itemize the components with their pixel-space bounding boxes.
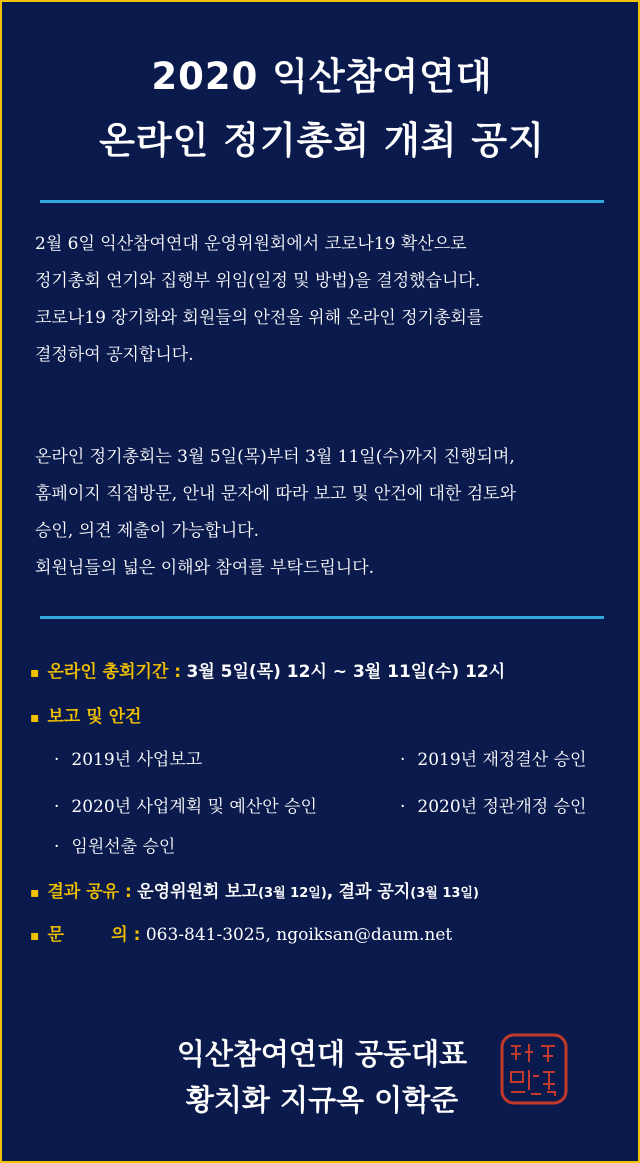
paragraph-1-line: 2월 6일 익산참여연대 운영위원회에서 코로나19 확산으로 xyxy=(35,234,467,254)
paragraph-1-line: 코로나19 장기화와 회원들의 안전을 위해 온라인 정기총회를 xyxy=(35,308,484,328)
title-line-1: 2020 익산참여연대 xyxy=(151,55,493,98)
paragraph-1-line: 정기총회 연기와 집행부 위임(일정 및 방법)을 결정했습니다. xyxy=(35,271,481,291)
paragraph-1 xyxy=(35,226,615,374)
result-notice-date: (3월 13일) xyxy=(410,886,479,901)
result-row xyxy=(30,877,479,902)
paragraph-2-line: 승인, 의견 제출이 가능합니다. xyxy=(35,521,260,541)
bullet-icon: ▪ xyxy=(30,885,40,901)
paragraph-2-line: 온라인 정기총회는 3월 5일(목)부터 3월 11일(수)까지 진행되며, xyxy=(35,447,515,467)
period-label: 온라인 총회기간 : xyxy=(47,662,182,682)
bullet-icon: ▪ xyxy=(30,665,40,681)
contact-row xyxy=(30,920,452,945)
contact-label: 문 의 : xyxy=(47,925,141,945)
bullet-icon: ▪ xyxy=(30,710,40,726)
dot-icon: · xyxy=(400,797,406,817)
agenda-item-text: 2019년 재정결산 승인 xyxy=(417,750,587,770)
signature-org: 익산참여연대 공동대표 xyxy=(176,1037,468,1071)
dot-icon: · xyxy=(54,750,60,770)
agenda-row xyxy=(30,702,141,727)
signature-names: 황치화 지규옥 이학준 xyxy=(185,1083,459,1117)
result-report: 운영위원회 보고 xyxy=(137,882,259,902)
agenda-item-text: 2020년 사업계획 및 예산안 승인 xyxy=(71,797,317,817)
agenda-item-text: 2019년 사업보고 xyxy=(71,750,203,770)
dot-icon: · xyxy=(400,750,406,770)
agenda-item xyxy=(400,792,586,817)
bullet-icon: ▪ xyxy=(30,928,40,944)
dot-icon: · xyxy=(54,797,60,817)
agenda-item xyxy=(54,832,175,857)
seal-stamp-icon xyxy=(499,1032,569,1106)
period-value: 3월 5일(목) 12시 ~ 3월 11일(수) 12시 xyxy=(186,662,506,682)
paragraph-2-line: 홈페이지 직접방문, 안내 문자에 따라 보고 및 안건에 대한 검토와 xyxy=(35,484,517,504)
agenda-item xyxy=(54,792,317,817)
agenda-label: 보고 및 안건 xyxy=(47,707,142,727)
agenda-item-text: 임원선출 승인 xyxy=(71,837,176,857)
result-report-date: (3월 12일) xyxy=(258,886,327,901)
paragraph-1-line: 결정하여 공지합니다. xyxy=(35,345,194,365)
title-line-2: 온라인 정기총회 개최 공지 xyxy=(99,119,545,162)
agenda-item xyxy=(400,745,586,770)
period-row xyxy=(30,657,505,682)
paragraph-2 xyxy=(35,439,615,587)
dot-icon: · xyxy=(54,837,60,857)
paragraph-2-line: 회원님들의 넓은 이해와 참여를 부탁드립니다. xyxy=(35,558,375,578)
contact-value: 063-841-3025, ngoiksan@daum.net xyxy=(145,925,453,945)
result-label: 결과 공유 : xyxy=(47,882,132,902)
result-notice: 결과 공지 xyxy=(338,882,411,902)
agenda-item xyxy=(54,745,202,770)
divider-top xyxy=(40,200,604,203)
agenda-item-text: 2020년 정관개정 승인 xyxy=(417,797,587,817)
divider-middle xyxy=(40,616,604,619)
result-separator: , xyxy=(326,882,334,902)
